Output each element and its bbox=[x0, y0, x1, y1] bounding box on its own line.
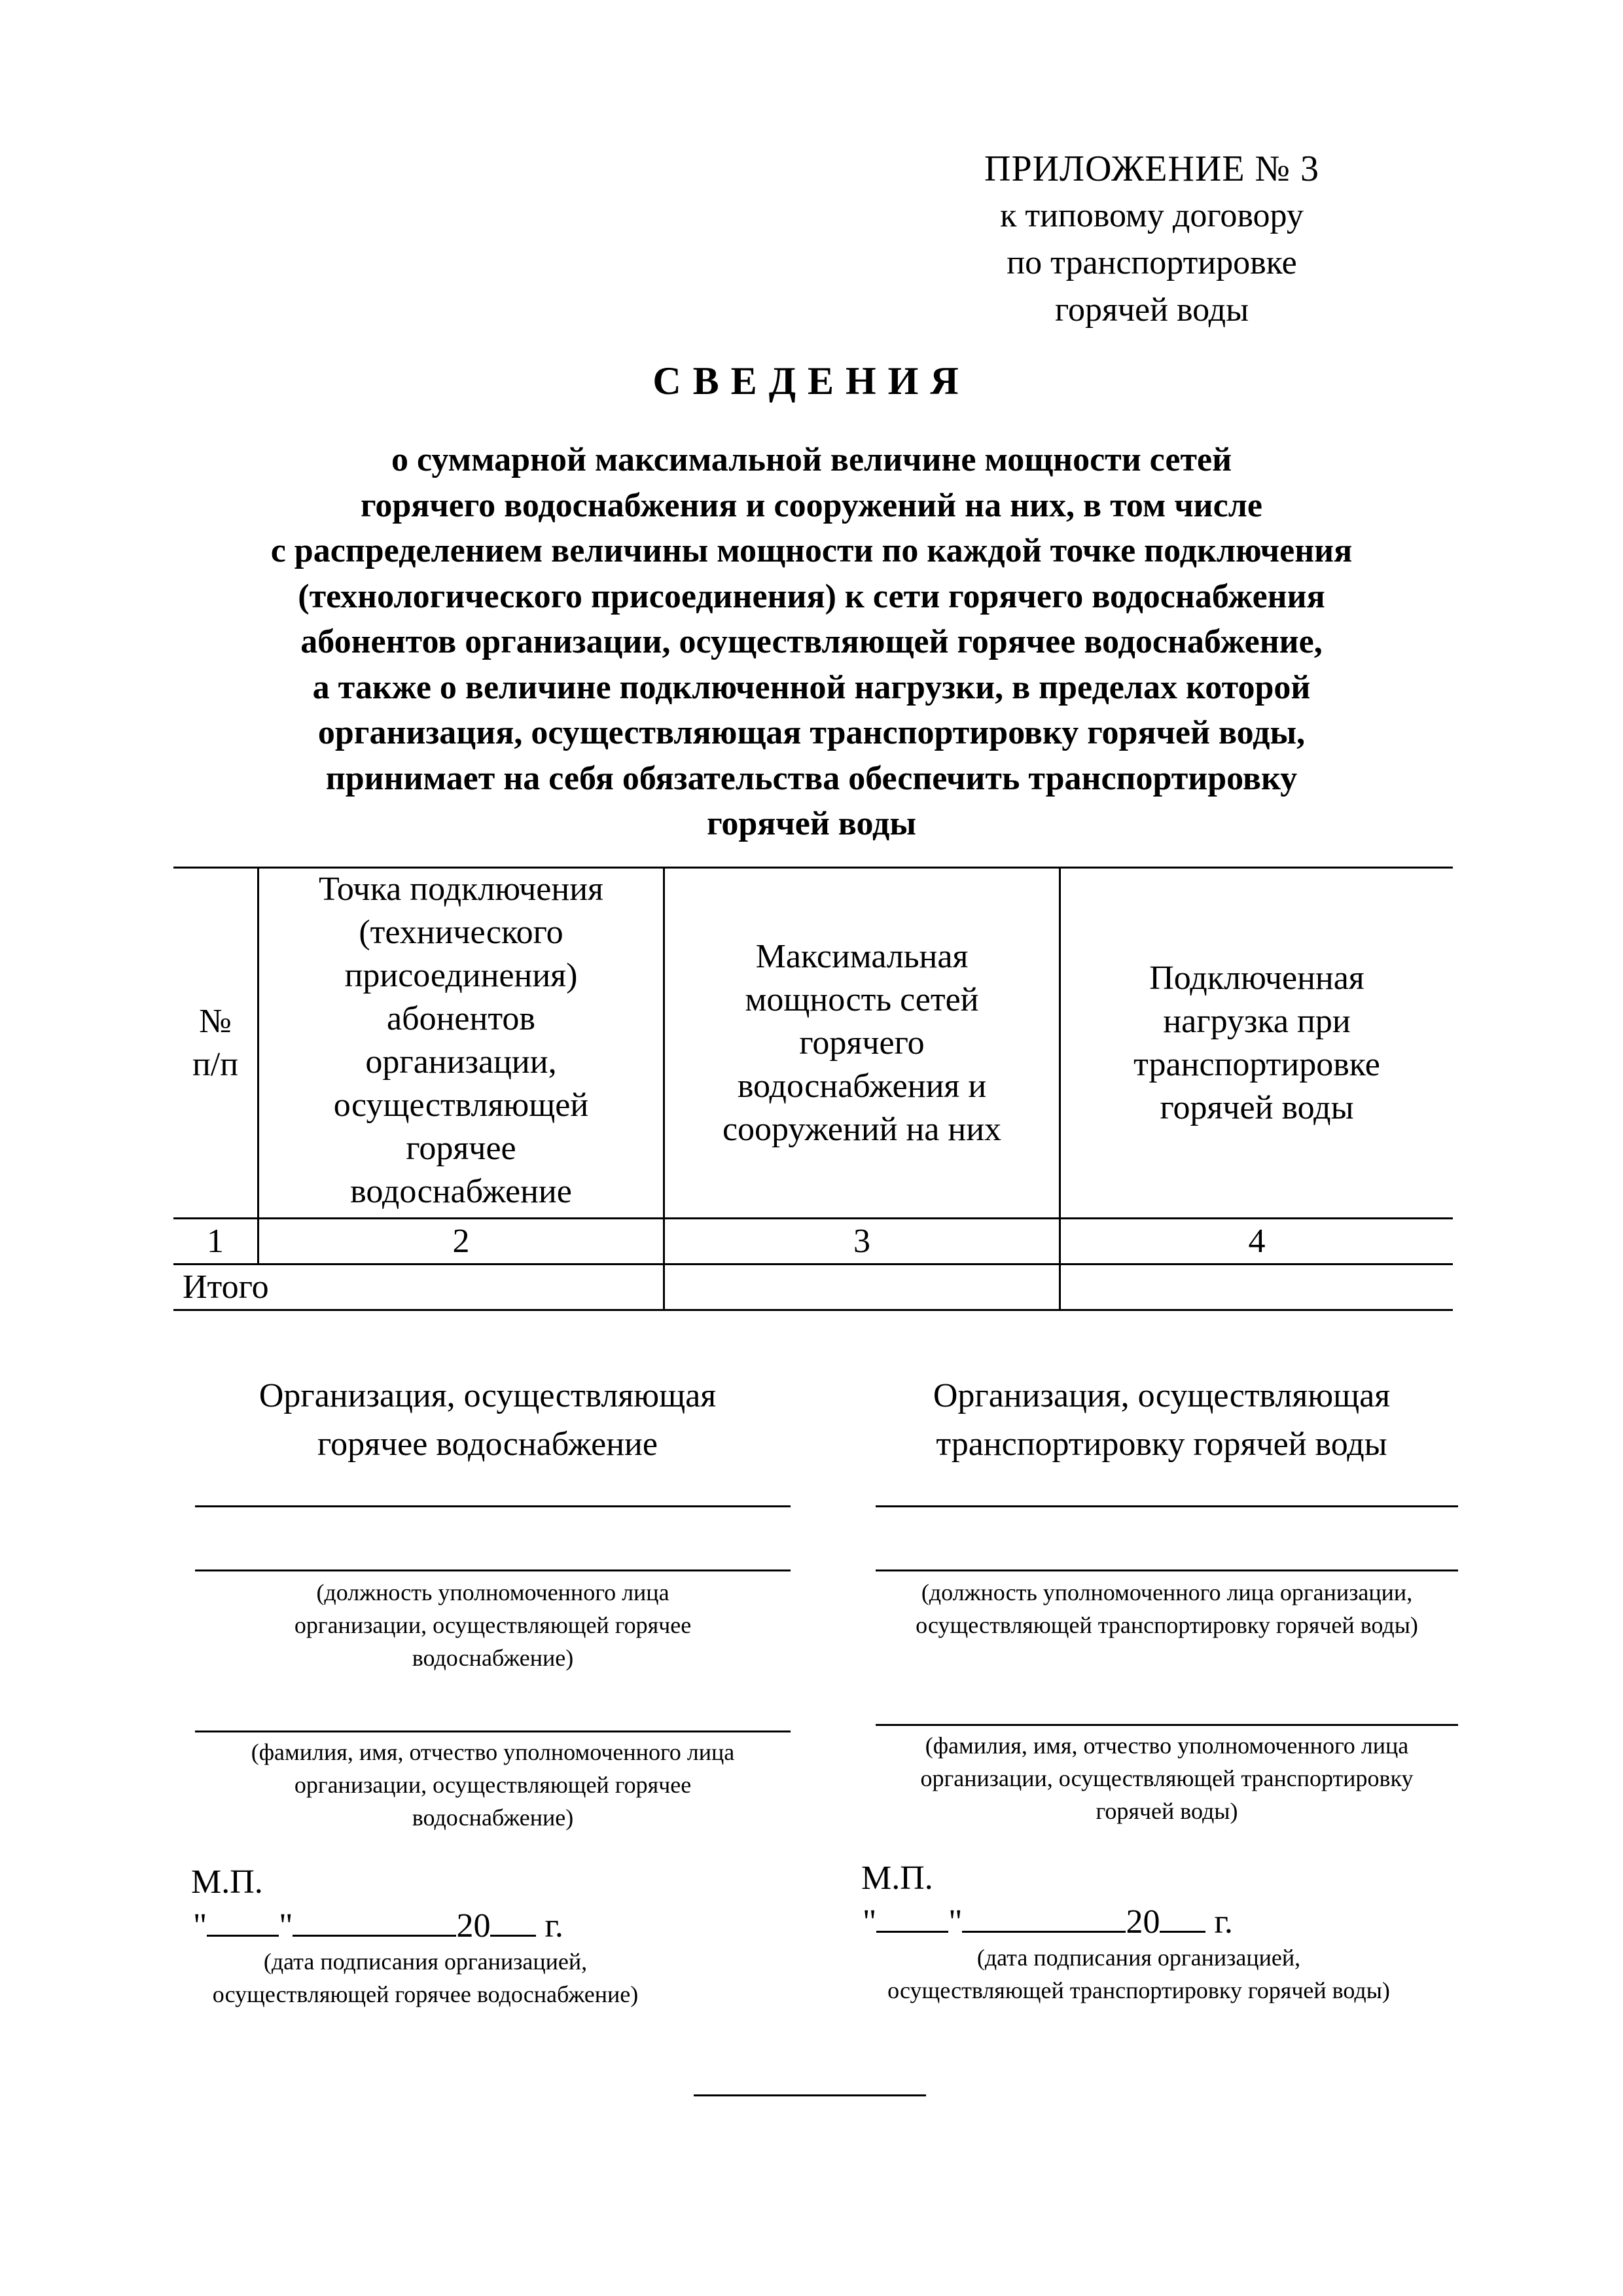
right-name-caption: (фамилия, имя, отчество уполномоченного лица организации, осуществляющей транспортировку горячей воды) bbox=[920, 1732, 1414, 1824]
right-stamp-place: М.П. bbox=[861, 1859, 933, 1897]
appendix-title: ПРИЛОЖЕНИЕ № 3 bbox=[984, 149, 1319, 189]
header-connected-load: Подключенная нагрузка при транспортировке горячей воды bbox=[1133, 959, 1380, 1126]
right-org-title: Организация, осуществляющая транспортировку горячей воды bbox=[933, 1377, 1391, 1463]
subtitle-line: а также о величине подключенной нагрузки, в пределах которой bbox=[312, 668, 1311, 706]
column-number-4: 4 bbox=[1248, 1222, 1266, 1260]
subtitle-line: горячей воды bbox=[707, 805, 916, 842]
column-number-3: 3 bbox=[853, 1222, 870, 1260]
total-row-label: Итого bbox=[183, 1268, 269, 1306]
column-number-1: 1 bbox=[207, 1222, 224, 1260]
appendix-line-3: горячей воды bbox=[1054, 291, 1249, 329]
table-border-bottom bbox=[173, 1309, 1453, 1311]
subtitle-line: горячего водоснабжения и сооружений на них, в том числе bbox=[361, 486, 1262, 524]
left-signature-line bbox=[195, 1505, 791, 1507]
appendix-header bbox=[903, 145, 1400, 334]
subtitle-line: организация, осуществляющая транспортировку горячей воды, bbox=[317, 714, 1306, 751]
header-connection-point: Точка подключения (технического присоединения) абонентов организации, осуществляющей горячее водоснабжение bbox=[319, 870, 603, 1210]
appendix-line-2: по транспортировке bbox=[1007, 244, 1297, 281]
appendix-line-1: к типовому договору bbox=[1000, 197, 1304, 234]
subtitle-line: принимает на себя обязательства обеспечить транспортировку bbox=[325, 759, 1298, 797]
closing-separator bbox=[694, 2094, 926, 2096]
header-max-capacity: Максимальная мощность сетей горячего водоснабжения и сооружений на них bbox=[722, 937, 1002, 1148]
subtitle-line: с распределением величины мощности по каждой точке подключения bbox=[270, 532, 1353, 569]
header-number: № п/п bbox=[192, 1002, 239, 1083]
left-org-title: Организация, осуществляющая горячее водоснабжение bbox=[259, 1377, 717, 1463]
right-name-line bbox=[876, 1724, 1458, 1726]
document-heading: СВЕДЕНИЯ bbox=[652, 359, 971, 403]
subtitle-line: абонентов организации, осуществляющей горячее водоснабжение, bbox=[300, 623, 1323, 660]
right-date-caption: (дата подписания организацией, осуществляющей транспортировку горячей воды) bbox=[887, 1945, 1390, 2003]
left-date-line: " " 20 г. bbox=[193, 1907, 563, 1945]
left-name-caption: (фамилия, имя, отчество уполномоченного лица организации, осуществляющей горячее водоснабжение) bbox=[251, 1739, 735, 1831]
left-position-caption: (должность уполномоченного лица организации, осуществляющей горячее водоснабжение) bbox=[294, 1579, 692, 1671]
left-name-line bbox=[195, 1731, 791, 1732]
left-date-caption: (дата подписания организацией, осуществляющей горячее водоснабжение) bbox=[212, 1948, 639, 2007]
column-number-2: 2 bbox=[452, 1222, 470, 1260]
left-stamp-place: М.П. bbox=[191, 1863, 263, 1901]
document-subtitle bbox=[131, 437, 1492, 847]
right-signature-line bbox=[876, 1505, 1458, 1507]
right-position-line bbox=[876, 1570, 1458, 1571]
right-position-caption: (должность уполномоченного лица организации, осуществляющей транспортировку горячей воды) bbox=[916, 1579, 1418, 1638]
left-position-line bbox=[195, 1570, 791, 1571]
subtitle-line: (технологического присоединения) к сети горячего водоснабжения bbox=[298, 577, 1325, 615]
right-date-line: " " 20 г. bbox=[863, 1903, 1233, 1941]
subtitle-line: о суммарной максимальной величине мощности сетей bbox=[391, 441, 1232, 478]
